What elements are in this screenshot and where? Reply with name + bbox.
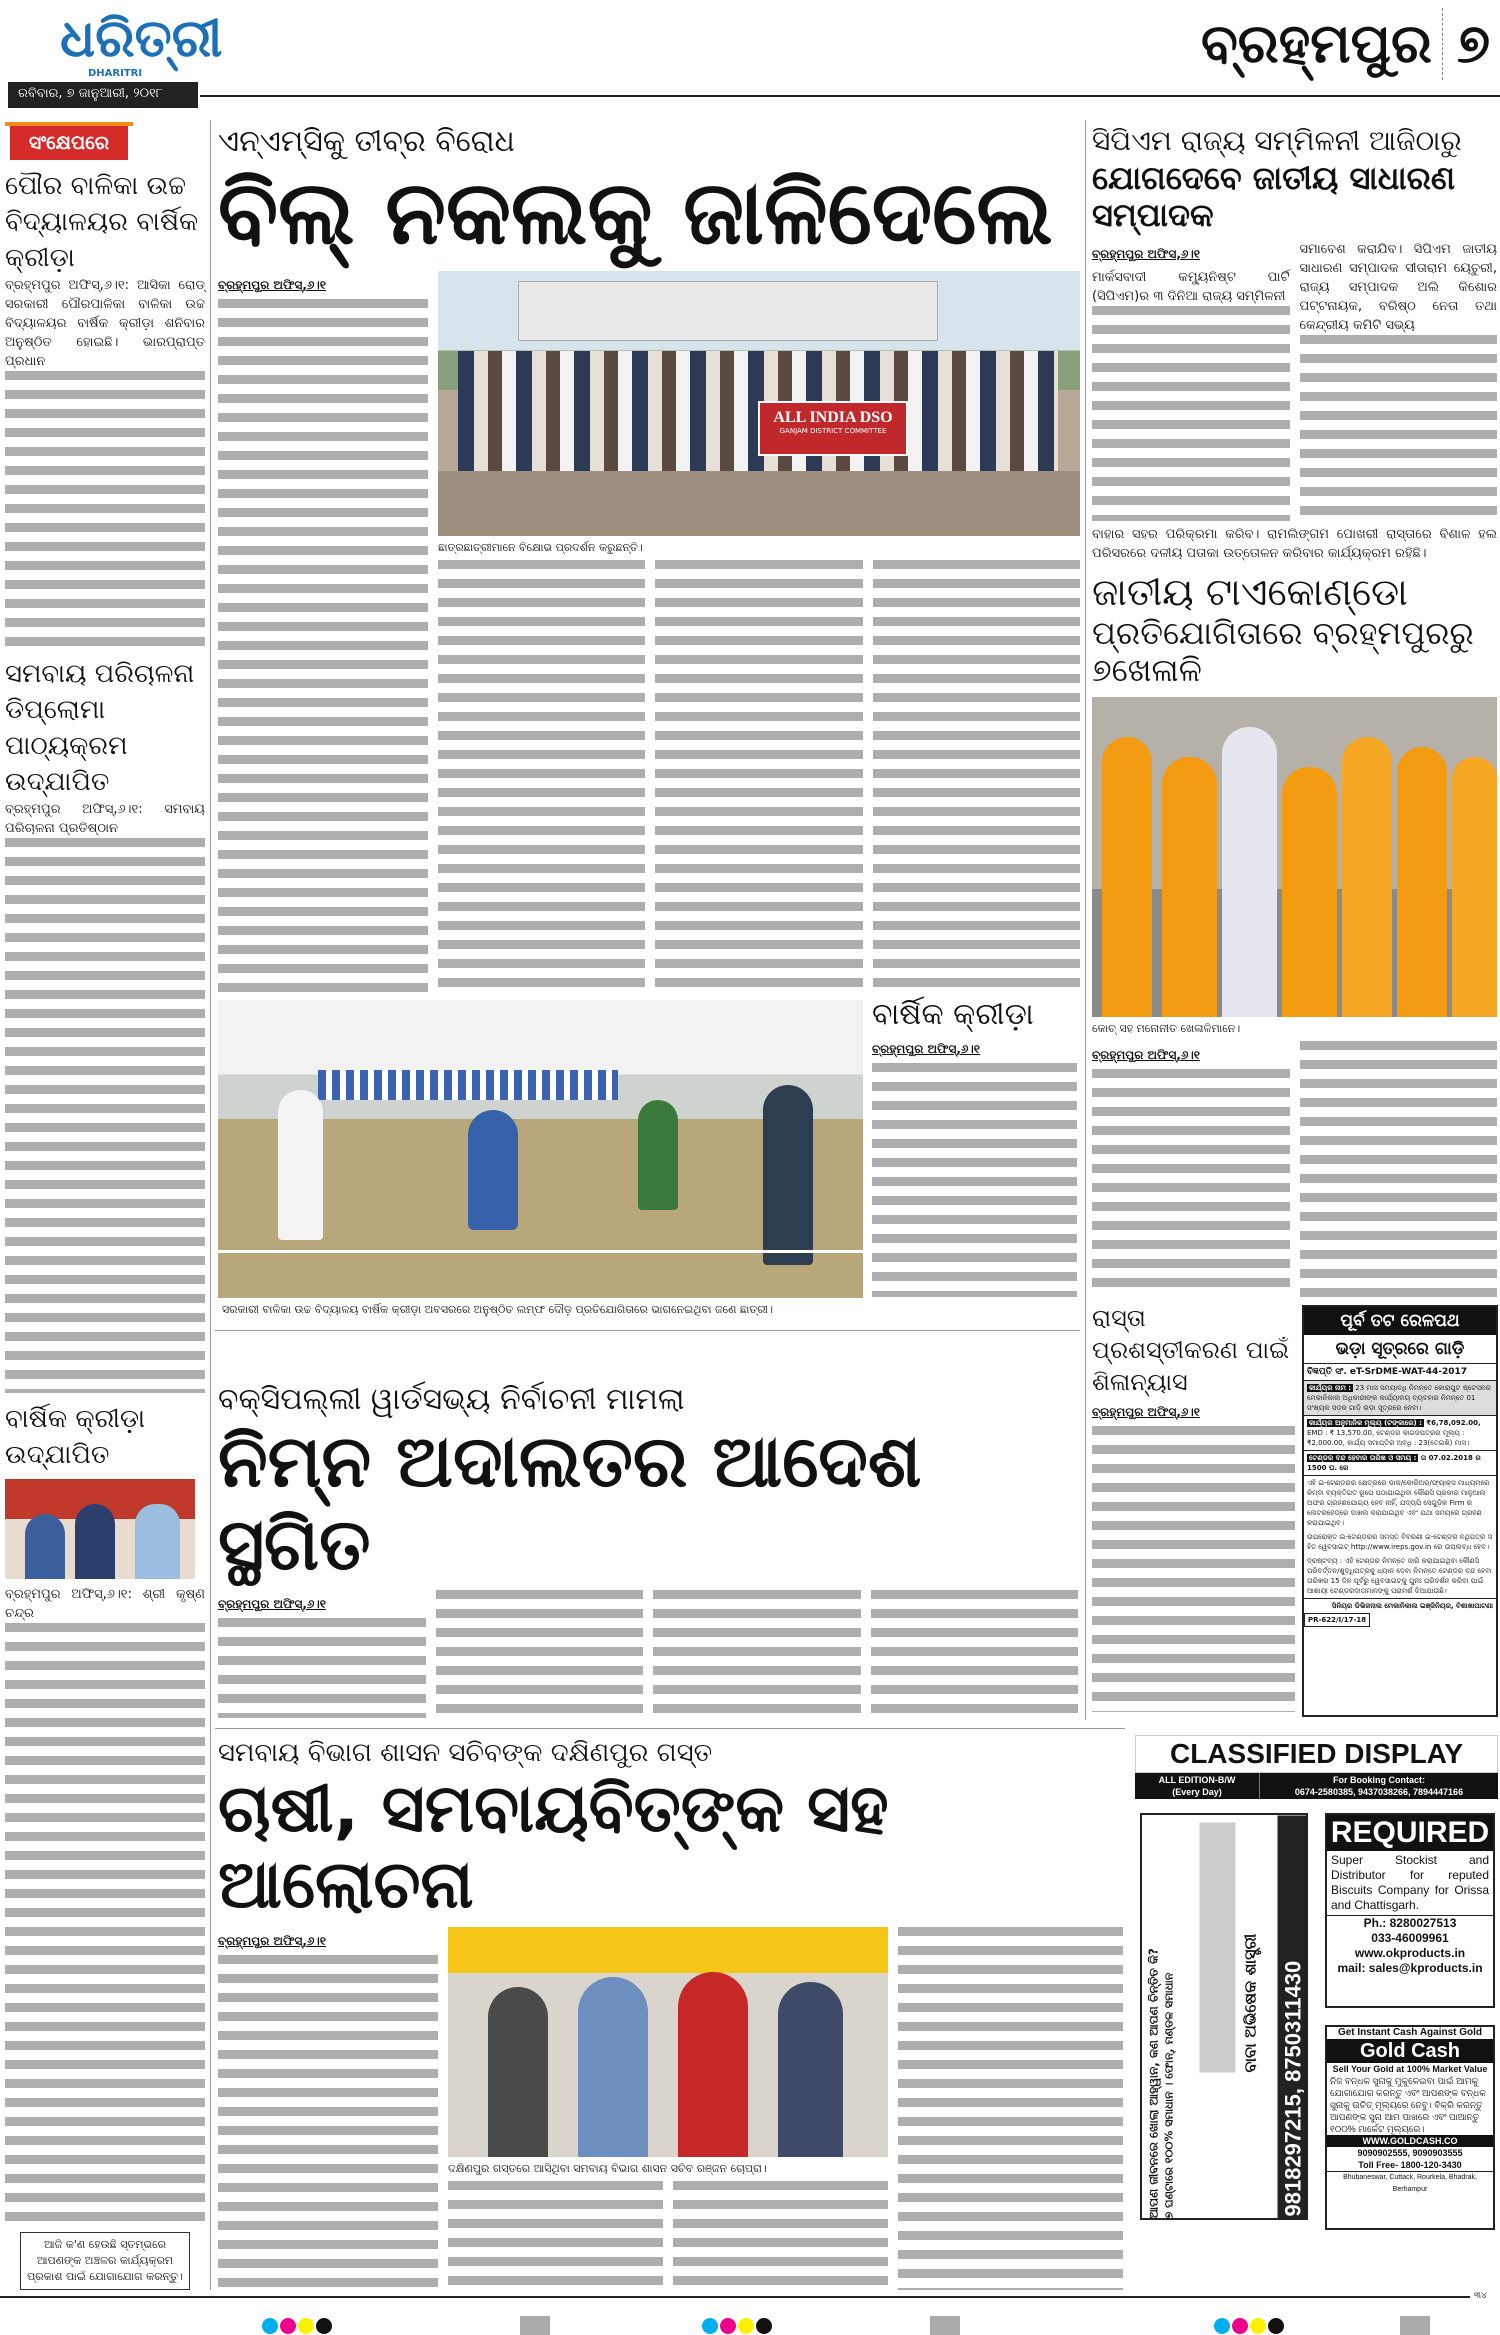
banner-subtitle: GANJAM DISTRICT COMMITTEE	[779, 427, 887, 436]
road-story	[1092, 1302, 1295, 1712]
required-ad	[1325, 1813, 1495, 2008]
taekwondo-photo-caption: କୋଚ୍ ସହ ମନୋନୀତ ଖେଳାଳିମାନେ।	[1092, 1021, 1241, 1035]
required-ad-phone: Ph.: 8280027513	[1363, 1916, 1457, 1930]
rail-ad-work-text: 23 ମାସ ସମୟାବଧି ନିମନ୍ତେ କୋରାପୁଟ ଷ୍ଟେସନର ମେକାନିକାଲ ଅଧିକାରୀଙ୍କ କାର୍ଯ୍ୟାଳୟ ବ୍ୟବହାର ନିମନ୍ତେ 01 ସଂଖ୍ୟକ ସଡ଼କ ଗାଡ଼ି ଭଡ଼ା ସୂତ୍ରରେ ନେବା।	[1307, 1384, 1491, 1412]
gold-ad-phones: 9090902555, 9090903555	[1357, 2148, 1463, 2158]
rail-ad-work-label: କାର୍ଯ୍ୟର ନାମ :	[1309, 1384, 1352, 1392]
gold-ad-subtitle: Sell Your Gold at 100% Market Value	[1332, 2064, 1488, 2074]
court-kicker: ବକ୍ସିପଲ୍ଲୀ ୱାର୍ଡସଭ୍ୟ ନିର୍ବାଚନୀ ମାମଲା	[218, 1382, 685, 1417]
brief-headline: ପୌର ବାଳିକା ଉଚ୍ଚ ବିଦ୍ୟାଳୟର ବାର୍ଷିକ କ୍ରୀଡ଼ା	[5, 171, 199, 273]
classified-edition: ALL EDITION-B/W	[1158, 1775, 1236, 1785]
lead-body-text	[218, 299, 428, 995]
cpm-body-text	[1092, 306, 1290, 522]
court-story	[218, 1380, 1078, 1718]
page-number: ୭	[1442, 8, 1490, 80]
road-body-text	[1092, 1426, 1295, 1712]
coop-body-text	[673, 2181, 888, 2290]
rail-ad-close-label: ଟେଣ୍ଡର ବନ୍ଦ ହେବାର ତାରିଖ ଓ ସମୟ :	[1309, 1454, 1417, 1462]
edition-name: ବ୍ରହ୍ମପୁର	[1200, 12, 1432, 75]
required-ad-phone: 033-46009961	[1371, 1931, 1449, 1945]
coop-headline: ଚାଷୀ, ସମବାୟବିତ୍‌ଙ୍କ ସହ ଆଲୋଚନା	[218, 1770, 889, 1923]
road-headline: ରାସ୍ତା ପ୍ରଶସ୍ତୀକରଣ ପାଇଁ ଶିଳାନ୍ୟାସ	[1092, 1304, 1290, 1396]
gold-ad-website[interactable]: WWW.GOLDCASH.CO	[1327, 2135, 1493, 2147]
brief-headline: ବାର୍ଷିକ କ୍ରୀଡ଼ା ଉଦ୍‌ଯାପିତ	[5, 1404, 146, 1471]
court-body-text	[653, 1590, 861, 1718]
rail-ad-close-date: ତା 07.02.2018 ର 1500 ଘ. ରେ	[1307, 1454, 1481, 1472]
edition-block	[1201, 8, 1490, 80]
rail-ad-subtitle: ଭଡ଼ା ସୂତ୍ରରେ ଗାଡ଼ି	[1304, 1335, 1496, 1364]
coop-kicker: ସମବାୟ ବିଭାଗ ଶାସନ ସଚିବଙ୍କ ଦକ୍ଷିଣପୁର ଗସ୍ତ	[218, 1738, 713, 1768]
rail-ad-note: ଦ୍ରଷ୍ଟବ୍ୟ : ଏହି ଟେଣ୍ଡର ନିମନ୍ତେ ଜାରି କରାଯାଇଥିବା କୌଣସି ପରିବର୍ତ୍ତନ/ଶୁଦ୍ଧିପତ୍ରକୁ ଧ୍ୟାନ ଦେବା ନିମନ୍ତେ ଟେଣ୍ଡର ବନ୍ଦ ହେବା ତାରିଖର 15 ଦିନ ପୂର୍ବରୁ ୱେବସାଇଟ୍‌କୁ ପୁନଃ ପରିଦର୍ଶନ କରିବା ପାଇଁ ଆଶାୟୀ ଟେଣ୍ଡରଦାତାମାନଙ୍କୁ ପରାମର୍ଶ ଦିଆଯାଉଛି।	[1307, 1557, 1492, 1595]
sports-headline: ବାର୍ଷିକ କ୍ରୀଡ଼ା	[872, 997, 1034, 1032]
coop-body-text	[898, 1927, 1123, 2290]
cpm-body: ବାହାର ସହର ପରିକ୍ରମା କରିବ। ରାମଲିଙ୍ଗମ ପୋଖରୀ ରାସ୍ତାରେ ବିଶାଳ ହଲ ପରିସରରେ ଦଳୀୟ ପତାକା ଉତ୍ତୋଳନ କରିବାର କାର୍ଯ୍ୟକ୍ରମ ରହିଛି।	[1092, 527, 1497, 562]
lead-photo	[438, 271, 1080, 536]
lead-headline: ବିଲ୍ ନକଲକୁ ଜାଳିଦେଲେ	[218, 161, 1053, 264]
sports-photo	[218, 1000, 863, 1298]
column-divider	[210, 120, 211, 2290]
sports-photo-block	[218, 1000, 863, 1325]
sports-byline: ବ୍ରହ୍ମପୁର ଅଫିସ୍,୬।୧	[872, 1042, 981, 1056]
rail-ad-title: ପୂର୍ବ ତଟ ରେଳପଥ	[1304, 1307, 1496, 1335]
gold-ad-body: ନିଜ ବନ୍ଧକ ସୁନାକୁ ମୁକୁଳେଇବା ପାଇଁ ଆମକୁ ଯୋଗାଯୋଗ କରନ୍ତୁ ଏବଂ ଆପଣଙ୍କ ବନ୍ଧକ ସୁନାକୁ ଉଚିତ୍ ମୂଲ୍ୟରେ ନେବୁ। ବିକ୍ରି କରନ୍ତୁ ଆପଣଙ୍କ ସୁନା ଆମ ପାଖରେ ଏବଂ ପାଆନ୍ତୁ ୧୦୦% ମାର୍କେଟ ମୂଲ୍ୟରେ।	[1330, 2076, 1486, 2134]
rail-ad-web[interactable]: ଉପରୋକ୍ତ ଇ-ଟେଣ୍ଡରର ସମସ୍ତ ବିବରଣୀ ଇ-ଟେଣ୍ଡର ନଥିପତ୍ର ସହିତ ୱେବସାଇଟ୍ http://www.ireps.gov.in ରେ ଉପଲବ୍ଧ ହେବ।	[1307, 1533, 1493, 1551]
cpm-body: ସମାବେଶ କରାଯିବ। ସିପିଏମ ଜାତୀୟ ସାଧାରଣ ସମ୍ପାଦକ ସୀତାରାମ ୟେଚୁରୀ, ରାଜ୍ୟ ସମ୍ପାଦକ ଅଲି କିଶୋର ପଟ୍ଟନାୟକ, ବରିଷ୍ଠ ନେତା ତଥା କେନ୍ଦ୍ରୀୟ କମିଟି ସଭ୍ୟ	[1299, 241, 1497, 333]
rail-ad-body: ଏହି ଇ-ଟେଣ୍ଡରର କ୍ଷେତ୍ରରେ ଡାକ/କୋରିଅର/ଫ୍ୟାକ୍ସ ମାଧ୍ୟମରେ କିମ୍ବା ବ୍ୟକ୍ତିଗତ ରୂପେ ପଠାଯାଇଥିବା କୌଣସି ପ୍ରକାର ମାନୁଆଲ ଅଫର ଗ୍ରହଣଯୋଗ୍ୟ ହେବ ନାହିଁ, ଯଦ୍ୟପି ସେଗୁଡ଼ିକ Firm ର ଲେଟରହେଡ୍‌ରେ ଦାଖଲ କରାଯାଇଥିବ ଏବଂ ଯଥା ସମୟରେ ଗ୍ରହଣ କରାଯାଇଥିବ।	[1304, 1475, 1496, 1530]
classified-title: CLASSIFIED DISPLAY	[1135, 1735, 1498, 1773]
brief-body-text	[5, 371, 205, 648]
coop-byline: ବ୍ରହ୍ମପୁର ଅଫିସ୍,୬।୧	[218, 1933, 327, 1948]
briefs-label: ସଂକ୍ଷେପରେ	[10, 126, 128, 160]
lead-body-text	[655, 560, 862, 995]
court-body-text	[871, 1590, 1079, 1718]
rail-ad-cost-label: କାର୍ଯ୍ୟର ଅନୁମାନିକ ମୂଲ୍ୟ (ଟଙ୍କାରେ) :	[1309, 1419, 1422, 1427]
court-body-text	[218, 1618, 426, 1718]
sports-body-text	[872, 1063, 1077, 1297]
brief-body: ବ୍ରହ୍ମପୁର ଅଫିସ୍,୬।୧: ଶ୍ରୀ କୃଷ୍ଣ ଚନ୍ଦ୍ର	[5, 1587, 205, 1622]
taekwondo-byline: ବ୍ରହ୍ମପୁର ଅଫିସ୍,୬।୧	[1092, 1047, 1201, 1062]
banner-title: ALL INDIA DSO	[773, 409, 893, 427]
sports-photo-caption: ସରକାରୀ ବାଳିକା ଉଚ୍ଚ ବିଦ୍ୟାଳୟ ବାର୍ଷିକ କ୍ରୀଡ଼ା ଅବସରରେ ଅନୁଷ୍ଠିତ ଲମ୍ଫ ଦୌଡ଼ ପ୍ରତିଯୋଗିତାରେ ଭାଗନେଇଥିବା ଜଣେ ଛାତ୍ରୀ।	[222, 1303, 773, 1316]
cpm-headline: ଯୋଗଦେବେ ଜାତୀୟ ସାଧାରଣ ସମ୍ପାଦକ	[1092, 159, 1456, 234]
rail-tender-ad	[1302, 1305, 1498, 1717]
rail-ad-signatory: ସିନିୟର ଡିଭିଜନାଲ ମେକାନିକାଲ ଇଞ୍ଜିନିୟର, ବିଶାଖାପାଟଣା	[1304, 1598, 1496, 1613]
lead-body-text	[438, 560, 645, 995]
lead-kicker: ଏନ୍‌ଏମ୍‌ସିକୁ ତୀବ୍ର ବିରୋଧ	[218, 124, 515, 159]
required-ad-website[interactable]: www.okproducts.in	[1354, 1946, 1466, 1960]
rail-ad-cost: ₹6,78,092.00,	[1426, 1419, 1481, 1427]
cpm-body: ମାର୍କସବାଦୀ କମ୍ୟୁନିଷ୍ଟ ପାର୍ଟି (ସିପିଏମ)ର ୩ ଦିନିଆ ରାଜ୍ୟ ସମ୍ମିଳନୀ	[1092, 269, 1290, 304]
date-bar: ରବିବାର, ୭ ଜାନୁଆରୀ, ୨୦୧୮	[8, 82, 198, 108]
masthead	[0, 0, 1500, 110]
brief-photo	[5, 1479, 195, 1579]
gold-ad-title: Gold Cash	[1327, 2039, 1493, 2063]
footer-code: ୩୪	[1474, 2291, 1487, 2301]
gold-ad-tollfree: Toll Free- 1800-120-3430	[1358, 2160, 1462, 2170]
brief-body: ବ୍ରହ୍ମପୁର ଅଫିସ୍,୬।୧: ସମବାୟ ପରିଚାଳନା ପ୍ରତିଷ୍ଠାନ	[5, 802, 205, 837]
coop-photo-caption: ଦକ୍ଷିଣପୁର ଗସ୍ତରେ ଆସିଥିବା ସମବାୟ ବିଭାଗ ଶାସନ ସଚିବ ରଞ୍ଜନ ଚୋପ୍ରା।	[448, 2161, 767, 2175]
taekwondo-headline: ଜାତୀୟ ଟାଏକୋଣ୍ଡୋ	[1092, 570, 1408, 615]
lead-photo-caption: ଛାତ୍ରଛାତ୍ରୀମାନେ ବିକ୍ଷୋଭ ପ୍ରଦର୍ଶନ କରୁଛନ୍ତି।	[438, 541, 643, 555]
taekwondo-photo	[1092, 697, 1497, 1017]
coop-photo	[448, 1927, 888, 2157]
gold-ad-tagline: Get Instant Cash Against Gold	[1337, 2027, 1483, 2038]
logo: ଧରିତ୍ରୀ	[60, 9, 223, 69]
cpm-kicker: ସିପିଏମ ରାଜ୍ୟ ସମ୍ମିଳନୀ ଆଜିଠାରୁ	[1092, 124, 1462, 157]
briefs-footer-box: ଆଜି କ'ଣ ହେଉଛି ସ୍ତମ୍ଭରେ ଆପଣଙ୍କ ଅଞ୍ଚଳର କାର୍ଯ୍ୟକ୍ରମ ପ୍ରକାଶ ପାଇଁ ଯୋଗାଯୋଗ କରନ୍ତୁ।	[20, 2232, 190, 2290]
astro-ad-line1: ଆପଣ ଜୀବନରେ ଖୋଲା ଆହ୍ୱାନ, କଣ ଆପଣ ଚିନ୍ତିତ କି?	[1146, 1948, 1161, 2219]
cpm-body-text	[1300, 335, 1498, 522]
taekwondo-body-text	[1092, 1069, 1290, 1297]
brief-body-text	[5, 838, 205, 1393]
gold-ad-cities: Bhubaneswar, Cuttack, Rourkela, Bhadrak, Berhampur	[1327, 2171, 1493, 2196]
column-divider	[1085, 120, 1086, 1720]
required-ad-email[interactable]: mail: sales@kproducts.in	[1337, 1961, 1483, 1975]
classified-booking-label: For Booking Contact:	[1333, 1775, 1425, 1785]
sports-story	[872, 995, 1077, 1297]
brief-headline: ସମବାୟ ପରିଚାଳନା ଡିପ୍ଲୋମା ପାଠ୍ୟକ୍ରମ ଉଦ୍‌ଯାପିତ	[5, 659, 195, 798]
gold-cash-ad	[1325, 2025, 1495, 2230]
road-byline: ବ୍ରହ୍ମପୁର ଅଫିସ୍,୬।୧	[1092, 1405, 1201, 1419]
classified-booking-phones: 0674-2580385, 9437038266, 7894447166	[1294, 1787, 1464, 1797]
brief-body-text	[5, 1623, 205, 2224]
footer-rule	[0, 2296, 1470, 2298]
lead-story	[218, 122, 1080, 995]
required-ad-body: Super Stockist and Distributor for reputed Biscuits Company for Orissa and Chattisgarh.	[1327, 1851, 1493, 1916]
rail-ad-notice-no: ବିଜ୍ଞପ୍ତି ସଂ. eT-SrDME-WAT-44-2017	[1304, 1364, 1496, 1381]
rail-ad-ref: PR-622/I/17-18	[1304, 1613, 1370, 1627]
coop-story	[218, 1735, 1123, 2290]
taekwondo-headline: ପ୍ରତିଯୋଗିତାରେ ବ୍ରହ୍ମପୁରରୁ ୭ଖେଳାଳି	[1092, 614, 1474, 689]
astro-ad-phones: 9818297215, 8750311430	[1278, 1816, 1309, 2221]
right-column-top	[1092, 122, 1497, 1297]
coop-body-text	[218, 1955, 438, 2290]
rail-ad-emd: EMD : ₹ 13,570.00, ଟେଣ୍ଡର କାଗଜପତ୍ରର ମୂଲ୍ୟ : ₹2,000.00, କାର୍ଯ୍ୟ ସମାପ୍ତିର ଅବଧି : 23(ତେଇଶି) ମାସ।	[1307, 1429, 1470, 1447]
classified-frequency: (Every Day)	[1172, 1787, 1222, 1797]
masthead-rule	[200, 95, 1500, 97]
section-rule	[215, 1728, 1125, 1729]
coop-body-text	[448, 2181, 663, 2290]
taekwondo-body-text	[1300, 1041, 1498, 1297]
lead-body-text	[873, 560, 1080, 995]
brief-body: ବ୍ରହ୍ମପୁର ଅଫିସ୍,୬।୧: ଆସିକା ରୋଡ୍ ସରକାରୀ ପୌରପାଳିକା ବାଳିକା ଉଚ୍ଚ ବିଦ୍ୟାଳୟର ବାର୍ଷିକ କ୍ରୀଡ଼ା ଶନିବାର ଅନୁଷ୍ଠିତ ହୋଇଛି। ଭାରପ୍ରାପ୍ତ ପ୍ରଧାନ	[5, 278, 205, 369]
astro-ad-name: ବାବା ଅଭିଷେକ ଶାସ୍ତ୍ରୀ	[1240, 1933, 1260, 2073]
court-headline: ନିମ୍ନ ଅଦାଲତର ଆଦେଶ ସ୍ଥଗିତ	[218, 1419, 922, 1586]
astro-ad-line2: ୭ ଘଣ୍ଟାରେ ୧୦୦% ସମାଧାନ । ଫୋନ୍, ମଣ୍ଡଳ ସମାଧାନ	[1162, 1972, 1176, 2219]
required-ad-title: REQUIRED	[1327, 1815, 1493, 1851]
court-body-text	[436, 1590, 644, 1718]
lead-byline: ବ୍ରହ୍ମପୁର ଅଫିସ୍,୬।୧	[218, 278, 327, 293]
classified-section	[1135, 1735, 1498, 2295]
logo-subtitle: DHARITRI	[88, 68, 143, 79]
court-byline: ବ୍ରହ୍ମପୁର ଅଫିସ୍,୬।୧	[218, 1596, 327, 1611]
protest-banner	[758, 401, 908, 456]
astrology-ad	[1140, 1813, 1308, 2220]
briefs-column	[5, 122, 205, 2290]
section-rule	[215, 1330, 1080, 1331]
cpm-byline: ବ୍ରହ୍ମପୁର ଅଫିସ,୬।୧	[1092, 246, 1201, 261]
